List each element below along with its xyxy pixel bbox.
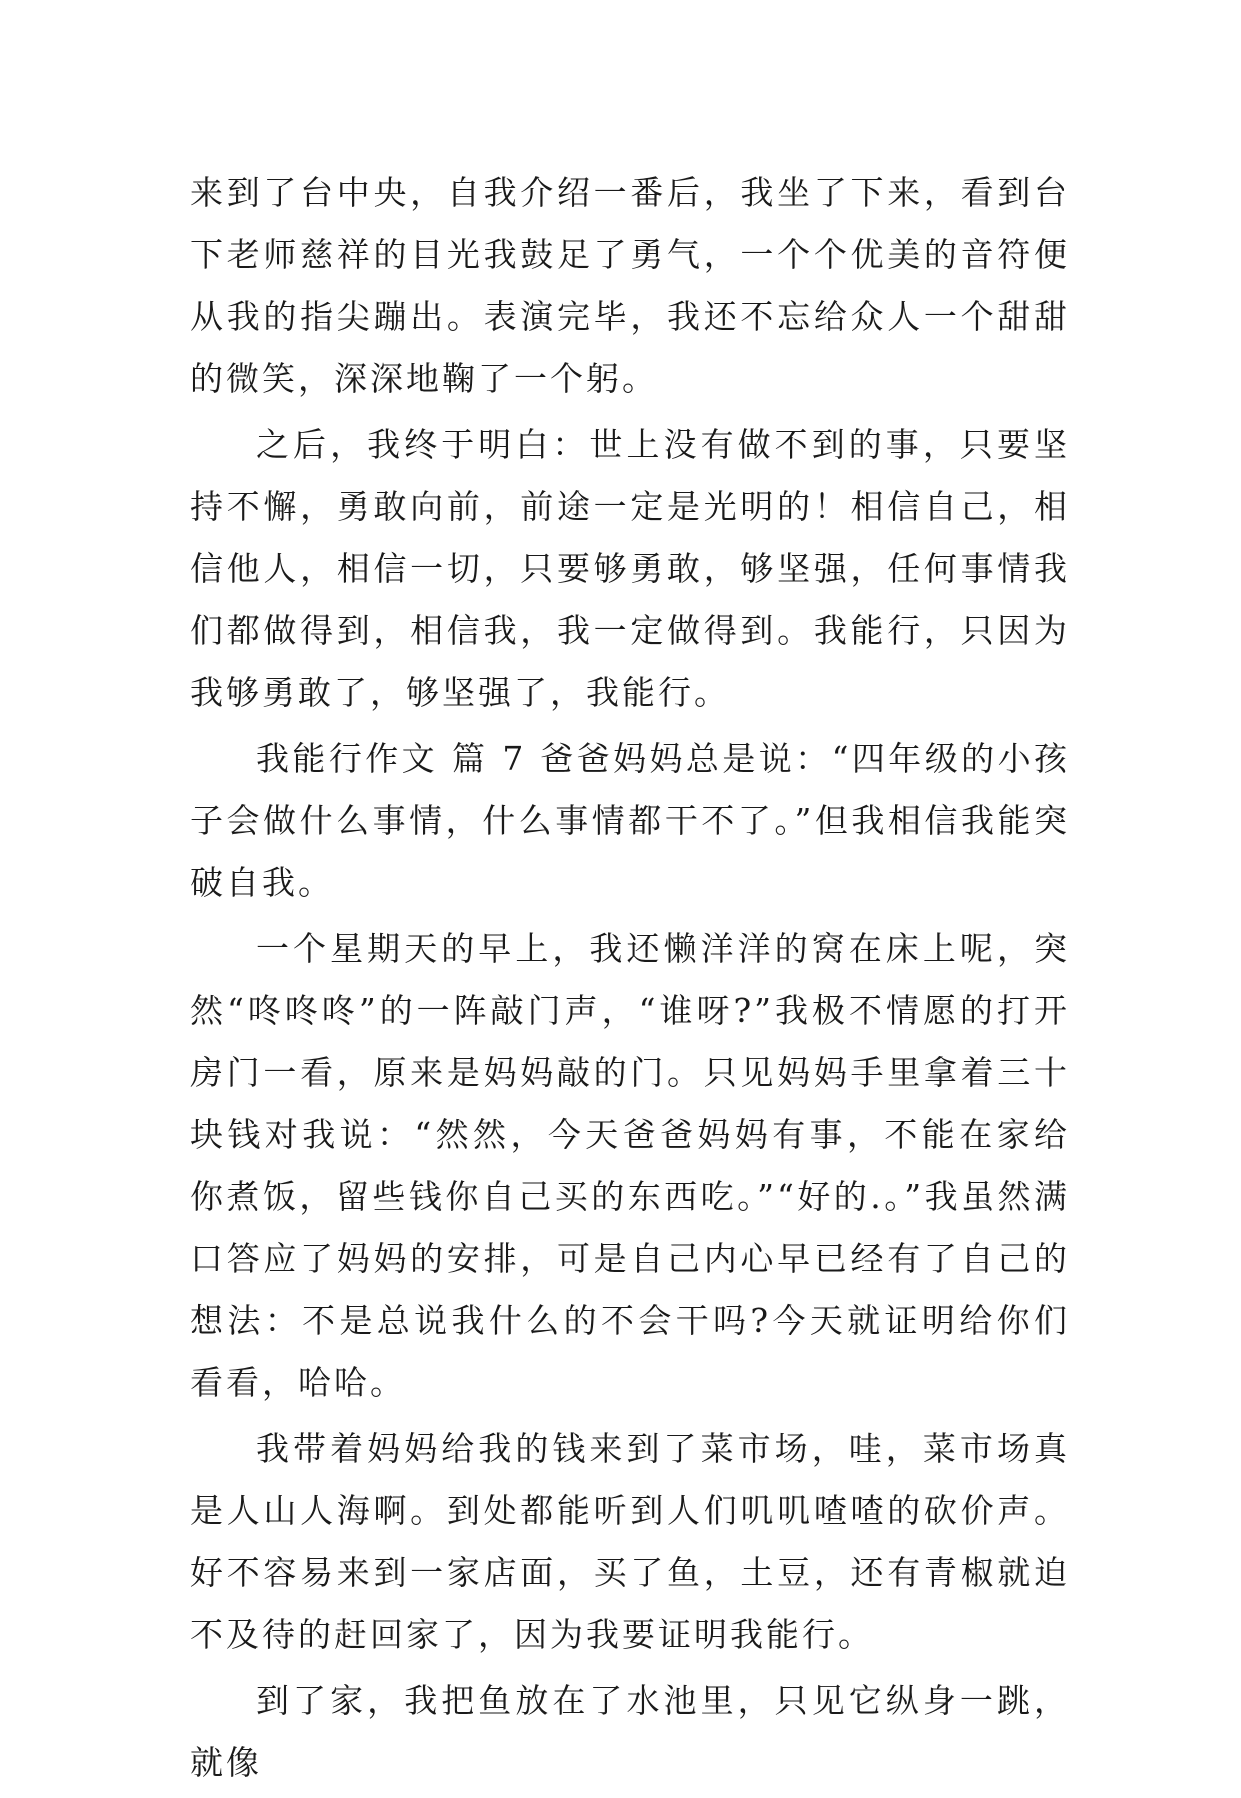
document-body [190,162,1070,1798]
paragraph: 来到了台中央，自我介绍一番后，我坐了下来，看到台下老师慈祥的目光我鼓足了勇气，一个个优美的音符便从我的指尖蹦出。表演完毕，我还不忘给众人一个甜甜的微笑，深深地鞠了一个躬。 [190,173,1070,398]
paragraph: 我能行作文 篇 7 爸爸妈妈总是说：“四年级的小孩子会做什么事情，什么事情都干不了。”但我相信我能突破自我。 [190,739,1070,902]
paragraph: 一个星期天的早上，我还懒洋洋的窝在床上呢，突然“咚咚咚”的一阵敲门声，“谁呀?”我极不情愿的打开房门一看，原来是妈妈敲的门。只见妈妈手里拿着三十块钱对我说：“然然，今天爸爸妈妈有事，不能在家给你煮饭，留些钱你自己买的东西吃。”“好的.。”我虽然满口答应了妈妈的安排，可是自己内心早已经有了自己的想法：不是总说我什么的不会干吗?今天就证明给你们看看，哈哈。 [190,929,1070,1402]
paragraph: 之后，我终于明白：世上没有做不到的事，只要坚持不懈，勇敢向前，前途一定是光明的！相信自己，相信他人，相信一切，只要够勇敢，够坚强，任何事情我们都做得到，相信我，我一定做得到。我能行，只因为我够勇敢了，够坚强了，我能行。 [190,425,1070,712]
paragraph: 我带着妈妈给我的钱来到了菜市场，哇，菜市场真是人山人海啊。到处都能听到人们叽叽喳喳的砍价声。好不容易来到一家店面，买了鱼，土豆，还有青椒就迫不及待的赶回家了，因为我要证明我能行。 [190,1429,1070,1654]
paragraph: 到了家，我把鱼放在了水池里，只见它纵身一跳，就像 [190,1681,1070,1782]
